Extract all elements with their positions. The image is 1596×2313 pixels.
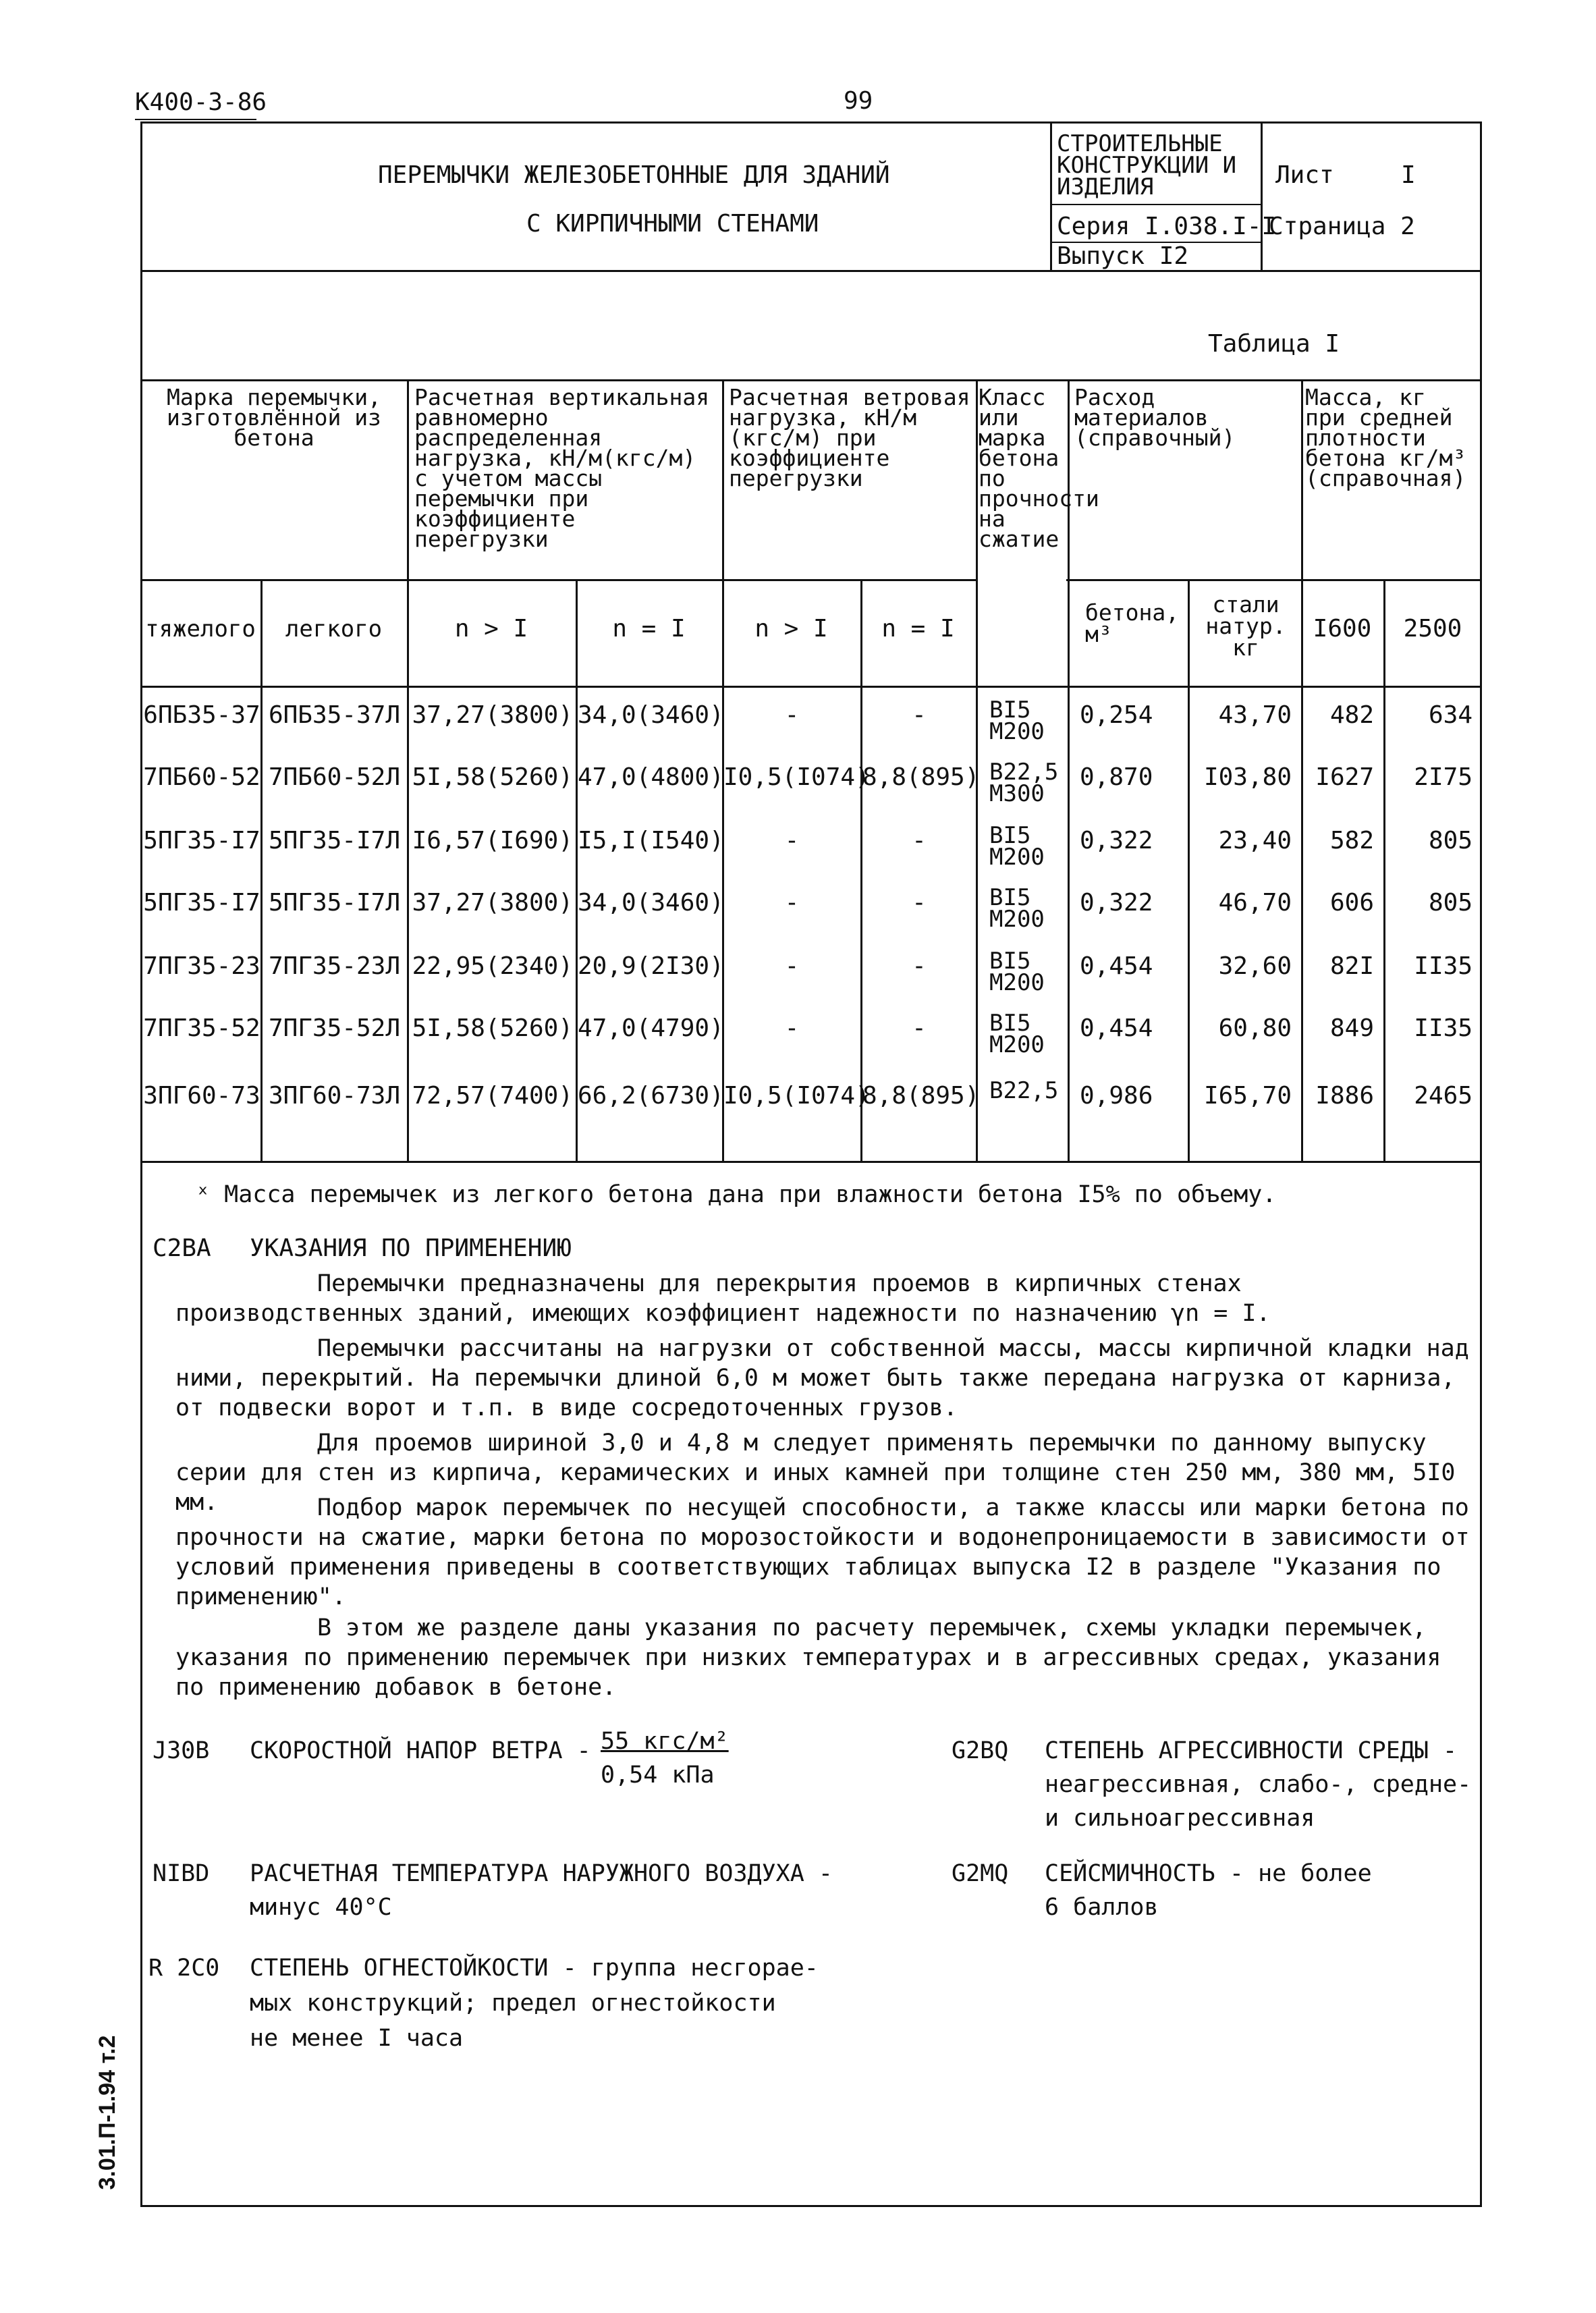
seismic-line-1: СЕЙСМИЧНОСТЬ - не более [1045,1860,1372,1887]
sheet-value: I [1401,161,1416,189]
table-cell-vgt: 5I,58(5260) [412,763,573,791]
table-cell-steel: 60,80 [1218,1014,1292,1042]
table-cell-m1600: 482 [1329,701,1374,729]
table-cell-light: 5ПГ35-I7Л [268,827,401,854]
table-cell-m1600: 849 [1329,1014,1374,1042]
table-cell-wgt: - [784,889,800,917]
table-cell-veq: 34,0(3460) [578,889,724,917]
wind-label: СКОРОСТНОЙ НАПОР ВЕТРА - [250,1737,591,1764]
header-light: легкого [285,616,383,643]
side-stamp: 3.01.П-1.94 т.2 [94,2035,120,2190]
table-cell-vgt: I6,57(I690) [412,827,573,854]
table-cell-concrete: 0,870 [1080,763,1153,791]
issue-label: Выпуск I2 [1057,242,1189,270]
wind-value-kpa: 0,54 кПа [601,1762,715,1789]
table-cell-wgt: I0,5(I074) [723,1082,870,1110]
table-cell-weq: 8,8(895) [862,1082,980,1110]
table-cell-wgt: - [784,952,800,980]
aggressiveness-line-2: неагрессивная, слабо-, средне- [1045,1771,1472,1798]
sheet-label: Лист [1275,161,1334,189]
table-cell-steel: I03,80 [1203,763,1292,791]
usage-paragraph-4: Подбор марок перемычек по несущей способности, а также классы или марки бетона по прочности на сжатие, марки бетона по морозостойкости и водонепроницаемости в зависимости от условий применения приведены в соответствующих таблицах выпуска I2 в разделе "Указания по применению". [175,1494,1470,1610]
header-mid-line-left [140,579,977,581]
table-cell-light: 3ПГ60-73Л [268,1082,401,1110]
table-cell-steel: 32,60 [1218,952,1292,980]
table-cell-light: 5ПГ35-I7Л [268,889,401,917]
table-cell-concrete: 0,454 [1080,952,1153,980]
table-cell-heavy: 5ПГ35-I7 [143,889,260,917]
usage-paragraph-1: Перемычки предназначены для перекрытия проемов в кирпичных стенах производственных зданий, имеющих коэффициент надежности по назначению γn = I. [175,1270,1271,1327]
table-cell-cls: BI5 М200 [989,884,1045,933]
title-block-bottom [140,270,1482,272]
header-steel: стали натур. кг [1205,591,1286,661]
table-cell-m2500: II35 [1414,1014,1473,1042]
aggressiveness-line-1: СТЕПЕНЬ АГРЕССИВНОСТИ СРЕДЫ - [1045,1737,1458,1764]
usage-code: C2BA [153,1234,211,1262]
table-cell-m1600: I627 [1315,763,1374,791]
header-2500: 2500 [1403,615,1462,643]
header-v-n-gt: n > I [454,615,528,643]
table-cell-wgt: - [784,827,800,854]
table-cell-vgt: 37,27(3800) [412,701,573,729]
table-cell-cls: B22,5 М300 [989,759,1059,807]
header-bottom-line [140,686,1482,688]
header-wind-load: Расчетная ветровая нагрузка, кН/м (кгс/м) при коэффициенте перегрузки [729,384,970,491]
header-v-n-eq: n = I [612,615,686,643]
col-line-light [260,579,263,1162]
aggressiveness-line-3: и сильноагрессивная [1045,1805,1315,1832]
table-cell-weq: - [912,827,927,854]
table-cell-m2500: 805 [1428,827,1473,854]
section-line-1: СТРОИТЕЛЬНЫЕ [1057,130,1223,157]
footnote: ˣ Масса перемычек из легкого бетона дана при влажности бетона I5% по объему. [196,1181,1277,1208]
title-block-divider-2 [1261,121,1263,271]
table-cell-weq: 8,8(895) [862,763,980,791]
table-cell-weq: - [912,952,927,980]
table-cell-heavy: 7ПГ35-23 [143,952,260,980]
table-cell-steel: 23,40 [1218,827,1292,854]
seismic-code: G2MQ [952,1860,1009,1887]
col-line-steel [1188,579,1190,1162]
table-cell-wgt: I0,5(I074) [723,763,870,791]
table-cell-veq: 20,9(2I30) [578,952,724,980]
seismic-line-2: 6 баллов [1045,1894,1159,1921]
table-cell-concrete: 0,454 [1080,1014,1153,1042]
title-line-2: С КИРПИЧНЫМИ СТЕНАМИ [526,210,819,238]
fire-line-3: не менее I часа [250,2025,464,2052]
table-cell-veq: 47,0(4800) [578,763,724,791]
table-cell-steel: 43,70 [1218,701,1292,729]
table-cell-light: 7ПГ35-23Л [268,952,401,980]
section-line-3: ИЗДЕЛИЯ [1057,173,1154,200]
temperature-code: NIBD [153,1860,210,1887]
usage-paragraph-3: Для проемов шириной 3,0 и 4,8 м следует применять перемычки по данному выпуску серии для стен из кирпича, керамических и иных камней при толщине стен 250 мм, 380 мм, 5I0 мм. [175,1430,1456,1516]
section-divider [1050,204,1261,205]
header-vertical-load: Расчетная вертикальная равномерно распределенная нагрузка, кН/м(кгс/м) с учетом массы перемычки при коэффициенте перегрузки [414,384,710,552]
col-line-veq [576,579,578,1162]
temperature-line-2: минус 40°C [250,1894,392,1921]
table-cell-m2500: 634 [1428,701,1473,729]
table-cell-steel: I65,70 [1203,1082,1292,1110]
table-cell-vgt: 22,95(2340) [412,952,573,980]
usage-title: УКАЗАНИЯ ПО ПРИМЕНЕНИЮ [250,1234,572,1262]
fire-line-1: СТЕПЕНЬ ОГНЕСТОЙКОСТИ - группа несгорае- [250,1955,819,1982]
fire-line-2: мых конструкций; предел огнестойкости [250,1990,776,2017]
code-underline [135,119,256,120]
table-cell-weq: - [912,1014,927,1042]
table-cell-m2500: II35 [1414,952,1473,980]
table-cell-veq: 47,0(4790) [578,1014,724,1042]
section-line-2: КОНСТРУКЦИИ И [1057,152,1237,179]
table-cell-weq: - [912,889,927,917]
table-cell-concrete: 0,986 [1080,1082,1153,1110]
table-cell-heavy: 5ПГ35-I7 [143,827,260,854]
table-cell-m1600: 606 [1329,889,1374,917]
header-w-n-eq: n = I [881,615,955,643]
usage-paragraph-2: Перемычки рассчитаны на нагрузки от собственной массы, массы кирпичной кладки над ними, перекрытий. На перемычки длиной 6,0 м может быть также передана нагрузка от карниза, от подвески ворот и т.п. в виде сосредоточенных грузов. [175,1335,1469,1421]
aggressiveness-code: G2BQ [952,1737,1009,1764]
table-cell-m1600: I886 [1315,1082,1374,1110]
table-cell-m2500: 2I75 [1414,763,1473,791]
header-consumption: Расход материалов (справочный) [1074,384,1236,451]
table-cell-concrete: 0,322 [1080,889,1153,917]
fire-code: R 2C0 [148,1955,220,1982]
table-bottom-line [140,1161,1482,1163]
header-mid-line-right [1066,579,1482,581]
table-cell-m2500: 805 [1428,889,1473,917]
table-cell-wgt: - [784,701,800,729]
header-concrete-m3: бетона, м³ [1085,599,1180,647]
table-cell-cls: BI5 М200 [989,1010,1045,1058]
table-cell-cls: B22,5 [989,1077,1059,1104]
page-number: 99 [844,87,873,115]
col-line-weq [860,579,862,1162]
table-cell-light: 7ПГ35-52Л [268,1014,401,1042]
table-cell-vgt: 37,27(3800) [412,889,573,917]
table-caption: Таблица I [1208,330,1340,358]
wind-code: J30B [153,1737,210,1764]
table-cell-veq: 34,0(3460) [578,701,724,729]
table-cell-cls: BI5 М200 [989,697,1045,745]
table-cell-weq: - [912,701,927,729]
table-cell-veq: I5,I(I540) [578,827,724,854]
table-cell-m1600: 82I [1329,952,1374,980]
header-heavy: тяжелого [145,616,256,643]
table-cell-heavy: 7ПГ35-52 [143,1014,260,1042]
table-cell-heavy: 3ПГ60-73 [143,1082,260,1110]
table-cell-vgt: 5I,58(5260) [412,1014,573,1042]
temperature-line-1: РАСЧЕТНАЯ ТЕМПЕРАТУРА НАРУЖНОГО ВОЗДУХА - [250,1860,833,1887]
wind-value-kgf: 55 кгс/м² [601,1728,729,1755]
table-cell-cls: BI5 М200 [989,822,1045,871]
series-label: Серия I.0З8.I-I [1057,213,1277,240]
table-cell-concrete: 0,254 [1080,701,1153,729]
header-mark: Марка перемычки, изготовлённой из бетона [167,384,381,451]
table-cell-light: 6ПБ35-37Л [268,701,401,729]
page-label: Страница 2 [1269,213,1415,240]
table-cell-light: 7ПБ60-52Л [268,763,401,791]
table-cell-concrete: 0,322 [1080,827,1153,854]
table-cell-cls: BI5 М200 [989,948,1045,996]
table-cell-heavy: 7ПБ60-52 [143,763,260,791]
table-cell-wgt: - [784,1014,800,1042]
table-cell-vgt: 72,57(7400) [412,1082,573,1110]
col-line-2500 [1383,579,1385,1162]
header-concrete-class: Класс или марка бетона по прочности на сжатие [979,384,1099,552]
header-mass: Масса, кг при средней плотности бетона кг/м³ (справочная) [1305,384,1466,491]
header-w-n-gt: n > I [754,615,828,643]
table-cell-heavy: 6ПБ35-37 [143,701,260,729]
usage-paragraph-5: В этом же разделе даны указания по расчету перемычек, схемы укладки перемычек, указания по применению перемычек при низких температурах и в агрессивных средах, указания по применению добавок в бетоне. [175,1614,1441,1701]
table-cell-m1600: 582 [1329,827,1374,854]
table-cell-m2500: 2465 [1414,1082,1473,1110]
header-1600: I600 [1313,615,1372,643]
document-code: К400-3-86 [135,88,267,116]
table-cell-veq: 66,2(6730) [578,1082,724,1110]
table-cell-steel: 46,70 [1218,889,1292,917]
title-block-divider-1 [1050,121,1052,271]
table-top-line [140,379,1482,381]
title-line-1: ПЕРЕМЫЧКИ ЖЕЛЕЗОБЕТОННЫЕ ДЛЯ ЗДАНИЙ [378,161,890,189]
